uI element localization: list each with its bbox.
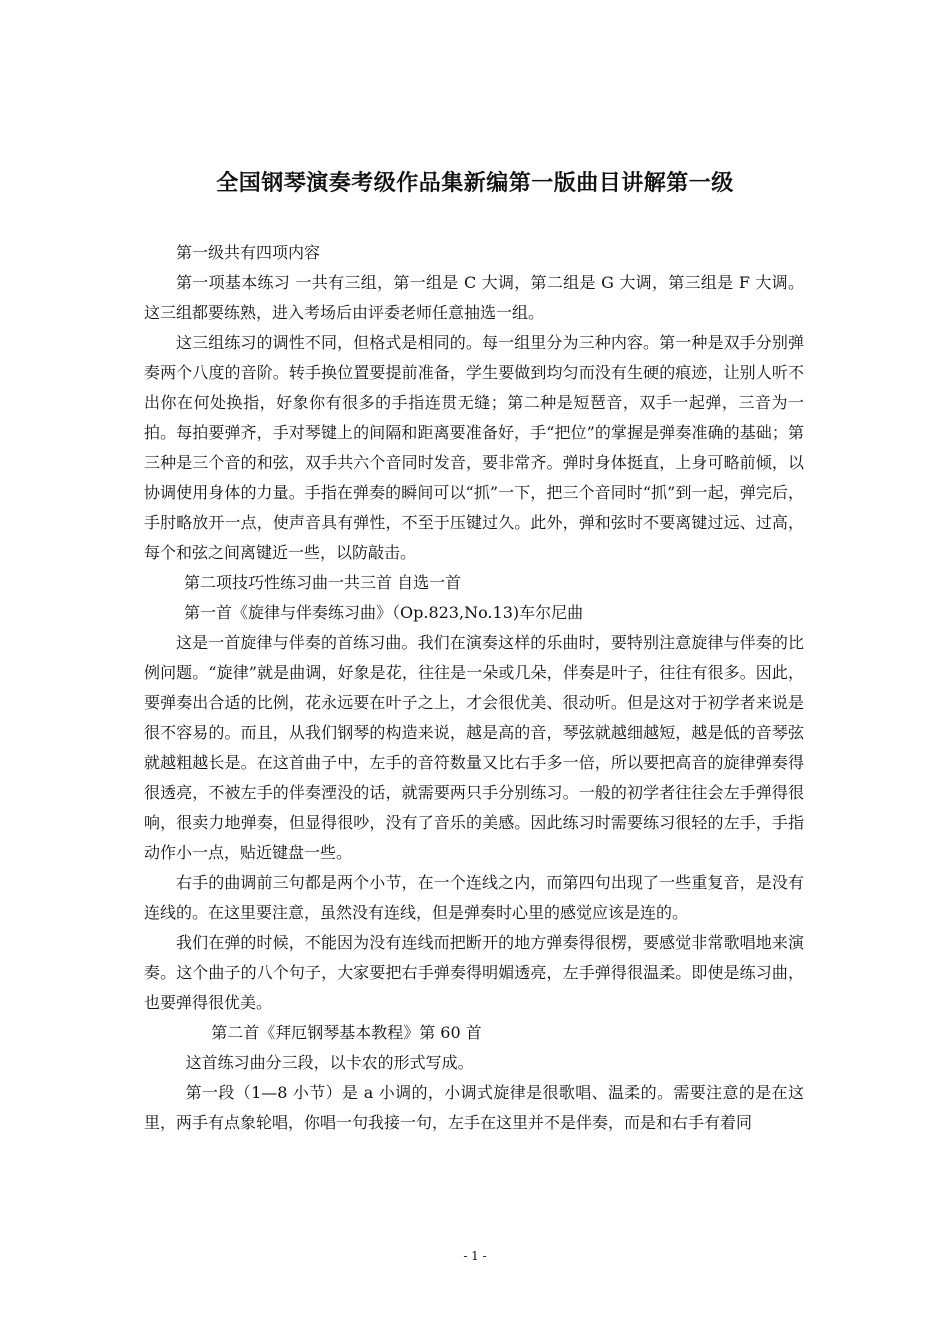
paragraph-technical-etudes-heading: 第二项技巧性练习曲一共三首 自选一首 (184, 573, 462, 592)
paragraph-first-section: 第一段（1—8 小节）是 a 小调的，小调式旋律是很歌唱、温柔的。需要注意的是在这里，两手有点象轮唱，你唱一句我接一句，左手在这里并不是伴奏，而是和右手有着同 (144, 1083, 804, 1132)
paragraph-first-piece-heading: 第一首《旋律与伴奏练习曲》（Op.823,No.13)车尔尼曲 (184, 603, 584, 622)
document-body (144, 238, 804, 1138)
paragraph-performance-advice: 我们在弹的时候，不能因为没有连线而把断开的地方弹奏得很楞，要感觉非常歌唱地来演奏。这个曲子的八个句子，大家要把右手弹奏得明媚透亮，左手弹得很温柔。即使是练习曲，也要弹得很优美。 (144, 933, 804, 1012)
paragraph-overview: 第一级共有四项内容 (176, 243, 321, 262)
paragraph-basic-practice: 第一项基本练习 一共有三组，第一组是 C 大调，第二组是 G 大调，第三组是 F 大调。这三组都要练熟，进入考场后由评委老师任意抽选一组。 (144, 273, 804, 322)
paragraph-practice-format: 这三组练习的调性不同，但格式是相同的。每一组里分为三种内容。第一种是双手分别弹奏两个八度的音阶。转手换位置要提前准备，学生要做到均匀而没有生硬的痕迹，让别人听不出你在何处换指，好象你有很多的手指连贯无缝；第二种是短琶音，双手一起弹，三音为一拍。每拍要弹齐，手对琴键上的间隔和距离要准备好，手“把位”的掌握是弹奏准确的基础；第三种是三个音的和弦，双手共六个音同时发音，要非常齐。弹时身体挺直，上身可略前倾，以协调使用身体的力量。手指在弹奏的瞬间可以“抓”一下，把三个音同时“抓”到一起，弹完后，手肘略放开一点，使声音具有弹性，不至于压键过久。此外，弹和弦时不要离键过远、过高，每个和弦之间离键近一些，以防敲击。 (144, 333, 804, 562)
paragraph-second-piece-heading: 第二首《拜厄钢琴基本教程》第 60 首 (211, 1023, 482, 1042)
paragraph-right-hand-phrases: 右手的曲调前三句都是两个小节，在一个连线之内，而第四句出现了一些重复音，是没有连线的。在这里要注意，虽然没有连线，但是弹奏时心里的感觉应该是连的。 (144, 873, 804, 922)
page-number: - 1 - (463, 1249, 487, 1263)
paragraph-melody-accompaniment: 这是一首旋律与伴奏的首练习曲。我们在演奏这样的乐曲时，要特别注意旋律与伴奏的比例问题。“旋律”就是曲调，好象是花，往往是一朵或几朵，伴奏是叶子，往往有很多。因此，要弹奏出合适的比例，花永远要在叶子之上，才会很优美、很动听。但是这对于初学者来说是很不容易的。而且，从我们钢琴的构造来说，越是高的音，琴弦就越细越短，越是低的音琴弦就越粗越长是。在这首曲子中，左手的音符数量又比右手多一倍，所以要把高音的旋律弹奏得很透亮，不被左手的伴奏湮没的话，就需要两只手分别练习。一般的初学者往往会左手弹得很响，很卖力地弹奏，但显得很吵，没有了音乐的美感。因此练习时需要练习很轻的左手，手指动作小一点，贴近键盘一些。 (144, 633, 804, 862)
paragraph-canon-form: 这首练习曲分三段，以卡农的形式写成。 (185, 1053, 474, 1072)
document-title: 全国钢琴演奏考级作品集新编第一版曲目讲解第一级 (216, 171, 734, 196)
